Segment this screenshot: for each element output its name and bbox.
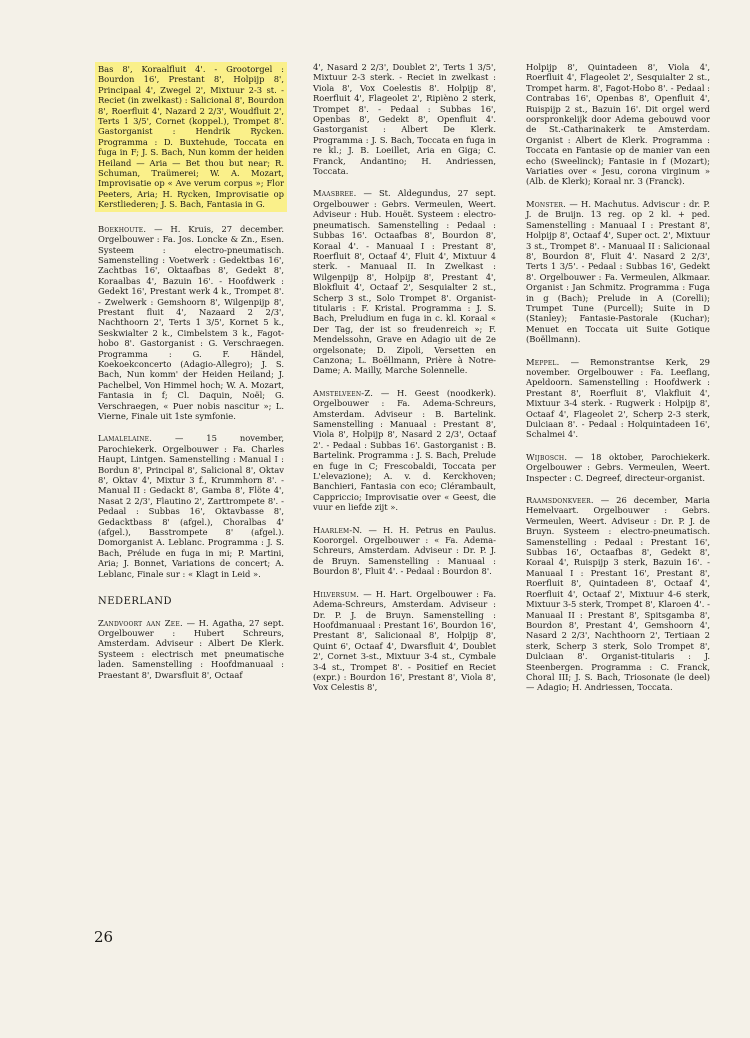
entry-zandvoort — [98, 618, 284, 680]
place-name: Boekhoute. — [98, 223, 147, 234]
highlighted-entry-text: Bas 8', Koraalfluit 4'. - Grootorgel : Bourdon 16', Prestant 8', Holpijp 8', Principaal 4', Zwegel 2', Mixtuur 2-3 st. - Reciet (in zwelkast) : Salicional 8', Bourdon 8', Roerfluit 4', Nazard 2 2/3', Woudfluit 2', Terts 1 3/5', Cornet (koppel.), Trompet 8'. Gastorganist : Hendrik Rycken. Programma : D. Buxtehude, Toccata en fuga in F; J. S. Bach, Nun komm der heiden Heiland — Aria — Bet thou but near; R. Schuman, Traümerei; W. A. Mozart, Improvisatie op « Ave verum corpus »; Flor Peeters, Aria; H. Rycken, Improvisatie op Kerstliederen; J. S. Bach, Fantasia in G. — [98, 64, 284, 210]
entry-text: 4', Nasard 2 2/3', Doublet 2', Terts 1 3/5', Mixtuur 2-3 sterk. - Reciet in zwelkast : Viola 8', Vox Coelestis 8'. Holpijp 8', Roerfluit 4', Flageolet 2', Ripièno 2 sterk, Trompet 8'. - Pedaal : Subbas 16', Openbas 8', Gedekt 8', Openfluit 4'. Gastorganist : Albert De Klerk. Programma : J. S. Bach, Toccata en fuga in re kl.; J. B. Loeillet, Aria en Giga; C. Franck, Andantino; H. Andriessen, Toccata. — [313, 62, 496, 177]
section-heading: NEDERLAND — [98, 596, 173, 608]
place-name: Haarlem-N. — [313, 524, 363, 535]
entry-meppel — [526, 357, 710, 440]
entry-text: — H. H. Petrus en Paulus. Koororgel. Orgelbouwer : « Fa. Adema-Schreurs, Amsterdam. Adviseur : Dr. P. J. de Bruyn. Samenstelling : Manuaal : Bourdon 8', Fluit 4'. - Pedaal : Bourdon 8'. — [313, 524, 496, 577]
column-middle — [313, 62, 496, 705]
entry-raamsdonkveer — [526, 495, 710, 693]
entry-hilversum — [313, 589, 496, 693]
column-left — [98, 62, 284, 692]
entry-wijbosch — [526, 452, 710, 483]
entry-amstelveen — [313, 388, 496, 513]
entry-text: — St. Aldegundus, 27 sept. Orgelbouwer : Gebrs. Vermeulen, Weert. Adviseur : Hub. Houët. Systeem : electro-pneumatisch. Samenstelling : Pedaal : Subbas 16'. Octaafbas 8', Bourdon 8', Koraal 4'. - Manuaal I : Prestant 8', Roerfluit 8', Octaaf 4', Fluit 4', Mixtuur 4 sterk. - Manuaal II. In Zwelkast : Wilgenpijp 8', Holpijp 8', Prestant 4', Blokfluit 4', Octaaf 2', Sesquialter 2 st., Scherp 3 st., Solo Trompet 8'. Organist-titularis : F. Kristal. Programma : J. S. Bach, Preludium en fuga in c. kl. Koraal « Der Tag, der ist so freudenreich »; F. Mendelssohn, Grave en Adagio uit de 2e orgelsonate; D. Zipoli, Versetten en Canzona; L. Boëllmann, Prière à Notre-Dame; A. Mailly, Marche Solennelle. — [313, 188, 496, 376]
place-name: Wijbosch. — [526, 451, 568, 462]
entry-continuation — [313, 62, 496, 176]
entry-continuation — [526, 62, 710, 187]
highlighted-entry — [95, 62, 287, 212]
entry-monster — [526, 199, 710, 345]
place-name: Maasbree. — [313, 188, 357, 199]
place-name: Meppel. — [526, 356, 560, 367]
entry-text: — H. Geest (noodkerk). Orgelbouwer : Fa. Adema-Schreurs, Amsterdam. Adviseur : B. Bartelink. Samenstelling : Manuaal : Prestant 8', Viola 8', Holpijp 8', Nasard 2 2/3', Octaaf 2'. - Pedaal : Subbas 16'. Gastorganist : B. Bartelink. Programma : J. S. Bach, Prelude en fuge in C; Frescobaldi, Toccata per L'elevazione); A. v. d. Kerckhoven; Banchieri, Fantasia con eco; Clérambault, Cappriccio; Improvisatie over « Geest, die vuur en liefde zijt ». — [313, 387, 496, 513]
place-name: Hilversum. — [313, 588, 360, 599]
entry-text: — H. Machutus. Adviscur : dr. P. J. de Bruijn. 13 reg. op 2 kl. + ped. Samenstelling : Manuaal I : Prestant 8', Holpijp 8', Octaaf 4', Super oct. 2', Mixtuur 3 st., Trompet 8'. - Manuaal II : Salicionaal 8', Bourdon 8', Fluit 4'. Nasard 2 2/3', Terts 1 3/5'. - Pedaal : Subbas 16', Gedekt 8'. Orgelbouwer : Fa. Vermeulen, Alkmaar. Organist : Jan Schmitz. Programma : Fuga in g (Bach); Prelude in A (Corelli); Trumpet Tune (Purcell); Suite in D (Stanley); Fantasie-Pastorale (Kuchar); Menuet en Toccata uit Suite Gotique (Boëllmann). — [526, 198, 710, 345]
entry-text: — H. Agatha, 27 sept. Orgelbouwer : Hubert Schreurs, Amsterdam. Adviseur : Albert De Klerk. Systeem : electrisch met pneumatische laden. Samenstelling : Hoofdmanuaal : Praestant 8', Dwarsfluit 8', Octaaf — [98, 617, 284, 680]
place-name: Raamsdonkveer. — [526, 495, 594, 506]
place-name: Lamalelaine. — [98, 433, 153, 444]
entry-text: — 26 december, Maria Hemelvaart. Orgelbouwer : Gebrs. Vermeulen, Weert. Adviseur : Dr. P. J. de Bruyn. Systeem : electro-pneumatisch. Samenstelling : Pedaal : Prestant 16', Subbas 16', Octaafbas 8', Gedekt 8', Koraal 4', Ruispijp 3 sterk, Bazuin 16'. - Manuaal I : Prestant 16', Prestant 8', Roerfluit 8', Quintadeen 8', Octaaf 4', Roerfluit 4', Octaaf 2', Mixtuur 4-6 sterk, Mixtuur 3-5 sterk, Trompet 8', Klaroen 4'. - Manuaal II : Prestant 8', Spitsgamba 8', Bourdon 8', Prestant 4', Gemshoorn 4', Nasard 2 2/3', Nachthoorn 2', Tertiaan 2 sterk, Scherp 3 sterk, Solo Trompet 8', Dulciaan 8'. Organist-titularis : J. Steenbergen. Programma : C. Franck, Choral III; J. S. Bach, Triosonate (le deel) — Adagio; H. Andriessen, Toccata. — [526, 495, 710, 693]
entry-text: Holpijp 8', Quintadeen 8', Viola 4', Roerfluit 4', Flageolet 2', Sesquialter 2 st., Trompet harm. 8', Fagot-Hobo 8'. - Pedaal : Contrabas 16', Openbas 8', Openfluit 4', Ruispijp 2 st., Bazuin 16'. Dit orgel werd oorspronkelijk door Adema gebouwd voor de St.-Catharinakerk te Amsterdam. Organist : Albert de Klerk. Programma : Toccata en Fantasie op de manier van een echo (Sweelinck); Fantasie in f (Mozart); Variaties over « Jesu, corona virginum » (Alb. de Klerk); Koraal nr. 3 (Franck). — [526, 62, 710, 187]
column-right — [526, 62, 710, 705]
entry-text: — H. Hart. Orgelbouwer : Fa. Adema-Schreurs, Amsterdam. Adviseur : Dr. P. J. de Bruyn. Samenstelling : Hoofdmanuaal : Prestant 16', Bourdon 16', Prestant 8', Salicionaal 8', Holpijp 8', Quint 6', Octaaf 4', Dwarsfluit 4', Doublet 2', Cornet 3-st., Mixtuur 3-4 st., Cymbale 3-4 st., Trompet 8'. - Positief en Reciet (expr.) : Bourdon 16', Prestant 8', Viola 8', Vox Celestis 8', — [313, 588, 496, 693]
entry-text: — 18 oktober, Parochiekerk. Orgelbouwer : Gebrs. Vermeulen, Weert. Inspecter : C. Degreef, directeur-organist. — [526, 451, 710, 483]
entry-text: — 15 november, Parochiekerk. Orgelbouwer : Fa. Charles Haupt, Lintgen. Samenstelling : Manual I : Bordun 8', Principal 8', Salicional 8', Oktav 8', Oktav 4', Mixtur 3 f., Krummhorn 8'. - Manual II : Gedackt 8', Gamba 8', Flöte 4', Nasat 2 2/3', Flautino 2', Zarttrompete 8'. - Pedaal : Subbas 16', Oktavbasse 8', Gedacktbass 8' (afgel.), Choralbas 4' (afgel.), Basstrompete 8' (afgel.). Domorganist A. Leblanc. Programma : J. S. Bach, Prélude en fuga in mi; P. Martini, Aria; J. Bonnet, Variations de concert; A. Leblanc, Finale sur : « Klagt in Leid ». — [98, 433, 284, 579]
entry-boekhoute — [98, 224, 284, 422]
entry-haarlem — [313, 525, 496, 577]
page-number: 26 — [94, 928, 114, 946]
entry-text: — Remonstrantse Kerk, 29 november. Orgelbouwer : Fa. Leeflang, Apeldoorn. Samenstelling : Hoofdwerk : Prestant 8', Roerfluit 8', Vlakfluit 4', Mixtuur 3-4 sterk. - Rugwerk : Holpijp 8', Octaaf 4', Flageolet 2', Scherp 2-3 sterk, Dulciaan 8'. - Pedaal : Holquintadeen 16', Schalmei 4'. — [526, 356, 710, 440]
place-name: Amstelveen-Z. — [313, 387, 374, 398]
entry-lamalelaine — [98, 433, 284, 579]
entry-text: — H. Kruis, 27 december. Orgelbouwer : Fa. Jos. Loncke & Zn., Esen. Systeem : electro-pneumatisch. Samenstelling : Voetwerk : Gedektbas 16', Zachtbas 16', Oktaafbas 8', Gedekt 8', Koraalbas 4', Bazuin 16'. - Hoofdwerk : Gedekt 16', Prestant werk 4 k., Trompet 8'. - Zwelwerk : Gemshoorn 8', Wilgenpijp 8', Prestant fluit 4', Nazaard 2 2/3', Nachthoorn 2', Terts 1 3/5', Kornet 5 k., Seskwialter 2 k., Cimbelstem 3 k., Fagot-hobo 8'. Gastorganist : G. Verschraegen. Programma : G. F. Händel, Koekoekconcerto (Adagio-Allegro); J. S. Bach, Nun komm' der Heiden Heiland; J. Pachelbel, Von Himmel hoch; W. A. Mozart, Fantasia in f; Cl. Daquin, Noël; G. Verschraegen, « Puer nobis nascitur »; L. Vierne, Finale uit 1ste symfonie. — [98, 223, 284, 421]
entry-maasbree — [313, 188, 496, 375]
place-name: Monster. — [526, 198, 567, 209]
place-name: Zandvoort aan Zee. — [98, 617, 183, 628]
